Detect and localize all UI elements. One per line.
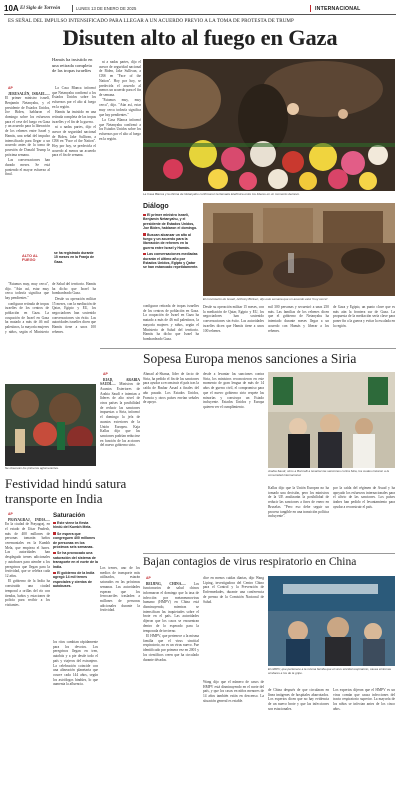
- main-photo-caption: La Casa Blanca y la oficina de Netanyahu confirmaron la llamada telefónica entre los líderes en un momento decisivo.: [143, 192, 300, 196]
- page-header: [4, 4, 396, 14]
- main-deck: Hamás ha insistido en una retirada completa de las tropas israelíes: [52, 57, 93, 74]
- india-sidebar-item-2: Se ha provocado una saturación del sistema de transporte en el norte de la India.: [53, 551, 98, 569]
- india-dateline: PRAYAGRAJ, INDIA.—: [8, 517, 50, 522]
- main-byline: AP: [8, 86, 13, 90]
- secondary-photo: [203, 203, 395, 296]
- main-col1-p1: El primer ministro israelí, Benjamín Netanyahu, y el presidente de Estados Unidos, Joe Biden, hablaron el domingo sobre los esfuerzos para el cese del fuego en Gaza y un acuerdo para la liberación de los rehenes entre Israel y Hamás, una señal del impulso intensificado para llegar a un acuerdo antes de la toma de posesión de Donald Trump la próxima semana.: [5, 96, 50, 157]
- main-col4-text-b: Desde su operación militar 15 meses, con la mediación de Qatar, Egipto y EU, los negociadores han sostenido conversaciones sin éxito. Las autoridades israelíes dicen que Hamás tiene a unos 100 rehenes.: [52, 296, 96, 334]
- main-col2-p3: La Casa Blanca informó que Netanyahu confirmó a los Estados Unidos sobre los esfuerzos por el alto al fuego en la región.: [52, 86, 96, 109]
- section-name: INTERNACIONAL: [315, 5, 361, 12]
- china-photo: [268, 576, 395, 666]
- syria-col1-text: Ministros de Asuntos Exteriores de Arabia Saudí e intentan a líderes de alto nivel de otros países la posibilidad de reducir las sanciones impuestas a Siria, informó el domingo la jefa de asuntos exteriores de la Unión Europea. Kaja Kallas dijo que las sanciones podrían reducirse en función de las acciones del nuevo gobierno sirio.: [100, 382, 140, 448]
- syria-col1: [100, 372, 140, 550]
- india-sidebar-item-1: Se espera que congreguen 400 millones de personas en los próximos seis semanas.: [53, 531, 96, 550]
- main-photo: [143, 59, 395, 191]
- main-col-lower-3: configurar retirada de tropas israelíes de los centros de población en Gaza. La ocupación de Israel en Gaza ha matado a más de 46 mil palestinos, la mayoría mujeres y niños, según el Ministerio de Salud del territorio. Hamás ha dicho que Israel ha bombardeado Gaza.: [143, 304, 199, 341]
- newspaper-name: El Siglo de Torreón: [20, 5, 61, 11]
- main-col2b: [5, 282, 96, 382]
- india-col1: [5, 512, 50, 790]
- dialog-title: Diálogo: [143, 203, 169, 210]
- dialog-sidebar: [143, 203, 199, 272]
- india-col3: los ritos cambian rápidamente para los devotos. Los peregrinos llegan en tren, autobús y a pie desde todo el país y viajeros del extranjero. La celebración coincide con una alineación planetaria que ocurre cada 144 años, según los astrólogos hindúes, lo que aumenta la afluencia.: [53, 640, 98, 687]
- syria-headline: Sopesa Europa menos sanciones a Siria: [143, 351, 357, 366]
- main-col2-p4: Hamás ha insistido en una retirada completa de las tropas israelíes y el fin de la guerra.: [52, 110, 96, 124]
- syria-photo-caption: Arabia Saudí, otros a Bonnalli a levantar las sanciones contra Siria, los cuales instaron a la comunidad internacional.: [268, 469, 389, 477]
- dialog-item-1: Buscan alcanzar un alto al fuego y un acuerdo para la liberación de rehenes en la guerra entre Israel y Hamás.: [143, 232, 191, 250]
- main-col3: [99, 60, 141, 250]
- dialog-item-0: El primer ministro israelí, Benjamín Netanyahu, y el presidente de Estados Unidos, Joe Biden, hablaron el domingo.: [143, 213, 198, 231]
- china-col1-text: Los funcionarios de salud chinos informaron el domingo que la tasa de infección por metaneumovirus humano (HMPV) en China está disminuyendo, mientras se intensifican las inquietudes sobre el brote en el país. Las autoridades dijeron que los casos se encuentran dentro de lo esperado para la temporada de invierno.: [143, 581, 199, 633]
- china-col2-text: El HMPV, que pertenece a la misma familia que el virus sincitial respiratorio, no es un virus nuevo. Fue identificado por primera vez en 2001 y los científicos creen que ha circulado durante décadas.: [143, 634, 199, 662]
- india-photo-caption: Se observan los primeros aglomerantes.: [5, 466, 59, 470]
- section-bar: [310, 5, 311, 12]
- syria-photo: [268, 372, 395, 468]
- pull-quote-box: [22, 250, 96, 276]
- main-photo-svg: [143, 59, 395, 191]
- india-sidebar-item-0: Este viene la fiesta hindú del Kumbh Mela.: [53, 521, 92, 530]
- china-col6: Los expertos dijeron que el HMPV es un virus común que causa infecciones del tracto respiratorio superior. La mayoría de los niños se infectan antes de los cinco años.: [333, 688, 395, 711]
- main-col3-text-b: configurar retirada de tropas israelíes de los centros de población en Gaza. La ocupación de Israel en Gaza ha matado a más de 46 mil palestinos, la mayoría mujeres y niños, según el Ministerio de Salud del territorio. Hamás ha dicho que Israel ha bombardeado Gaza.: [5, 282, 96, 334]
- india-col4: Los trenes, uno de los medios de transporte más utilizados, estarán saturados en las próximas semanas. Las autoridades esperan que los ferrocarriles trasladen a millones de personas adicionales durante la festividad.: [100, 566, 140, 613]
- syria-left-photo-svg: [5, 384, 96, 466]
- india-headline: Festividad hindú satura transporte en India: [5, 476, 127, 506]
- china-byline: AP: [146, 576, 151, 580]
- main-dateline: JERUSALÉN, ISRAEL.—: [8, 91, 50, 96]
- main-col1-p2: Las conversaciones han durado meses. Se está poniendo el mayor esfuerzo al final.: [5, 158, 50, 177]
- china-photo-svg: [268, 576, 395, 666]
- kicker: ES SEÑAL DEL IMPULSO INTENSIFICADO PARA LLEGAR A UN ACUERDO PREVIO A LA TOMA DE PROTESTA DE TRUMP: [8, 18, 294, 24]
- rule-syria-top: [100, 348, 396, 349]
- main-col-lower-5: mil 300 personas y secuestró a unas 250 más. Las familias de los rehenes dicen que el gobierno de Netanyahu ha intentado durante meses llegar a un acuerdo con Hamás y liberar a los rehenes.: [268, 305, 329, 333]
- india-byline: AP: [8, 512, 13, 516]
- china-col4: Wang dijo que el número de casos de HMPV está disminuyendo en el norte del país, y que los casos en niños menores de 14 años también están en descenso. La situación general es estable.: [203, 680, 264, 703]
- syria-left-photo: [5, 384, 96, 466]
- india-col1-text: En la ciudad de Prayagraj, en el estado de Uttar Pradesh, más de 400 millones de personas tomarán baños ceremoniales en la Kumbh Mela, que empieza el lunes. Las autoridades han desplegado trenes adicionales y autobuses para atender a los peregrinos que llegan para la festividad, que se celebra cada 12 años.: [5, 522, 50, 578]
- syria-photo-svg: [268, 372, 395, 468]
- syria-col3: desde a levantar las sanciones contra Siria, los ministros reconocieron en este momento de gran lengua de más de 14 años de guerra civil, el compromiso para que el nuevo gobierno sirio respete las minorías y construya un Estado incluyente. Estados Unidos y Europa quieren ver el cumplimiento.: [203, 372, 264, 409]
- china-dateline: BEIJING, CHINA.—: [146, 581, 186, 586]
- india-sidebar: [53, 512, 98, 591]
- rule-china-top: [143, 553, 395, 554]
- india-col1-p2: El gobierno de la India ha construido una ciudad temporal a orillas del río con tiendas, baños y estaciones de policía para recibir a los visitantes.: [5, 579, 50, 607]
- india-sidebar-item-3: El gobierno de la India agregó 14 mil trenes especiales y cientos de autobuses.: [53, 571, 95, 589]
- page-number: 10A: [4, 4, 19, 13]
- header-rule: [4, 14, 396, 15]
- china-col5: de China después de que circularan en línea imágenes de hospitales abarrotados. Los expertos dicen que no hay evidencia de un nuevo brote y que las infecciones son estacionales.: [268, 688, 329, 711]
- secondary-photo-svg: [203, 203, 395, 296]
- dialog-item-2: Las conversaciones mediadas durarán el último año por Estados Unidos, Egipto y Qatar se han estancado repetidamente.: [143, 252, 199, 270]
- main-col2-p1: ni a nadas partes, dijo el asesor de seguridad nacional de Biden, Jake Sullivan, a CBS en "Face of the Nation". Hoy por hoy, se predecirla el acuerdo al menos un acuerdo para el fin de semana.: [52, 125, 96, 158]
- india-sidebar-title: Saturación: [53, 512, 85, 519]
- secondary-photo-caption: El movimiento de Israelí, Anthony Blinken, dijo este semana que un acuerdo está "muy cerca".: [203, 297, 329, 301]
- syria-col2: Ahmad al-Sharaa, líder de facto de Siria, ha pedido el fin de las sanciones para ayudar a reconstruir el país tras la caída de Bashar Assad a finales del año pasado. Los Estados Unidos, Francia y otros países envían señales de apoyo.: [143, 372, 199, 405]
- main-col-lower-4: Desde su operación militar 15 meses, con la mediación de Qatar, Egipto y EU, los negociadores han sostenido conversaciones sin éxito. Las autoridades israelíes dicen que Hamás tiene a unos 100 rehenes.: [203, 305, 264, 333]
- main-headline: Disuten alto al fuego en Gaza: [62, 25, 338, 50]
- header-separator: [72, 5, 73, 12]
- main-col2-p1b: ni a nadas partes, dijo el asesor de seguridad nacional de Biden, Jake Sullivan, a CBS en "Face of the Nation". Hoy por hoy, se predecirla el acuerdo al menos un acuerdo para el fin de semana.: [99, 60, 141, 97]
- main-col2-p2b: "Estamos muy, muy cerca", dijo. "Aún así, estar muy cerca todavía significa que hay pendientes.": [99, 98, 141, 117]
- china-headline: Bajan contagios de virus respiratorio en China: [143, 556, 357, 568]
- pull-quote-title: ALTO AL FUEGO: [22, 254, 38, 262]
- main-col1: [5, 86, 50, 178]
- china-photo-caption: El HMPV, que pertenece a la misma familia que el virus sincitial respiratorio, causa síntomas similares a los de la gripe.: [268, 667, 391, 675]
- main-col2: [52, 86, 96, 246]
- main-col2-p2: "Estamos muy, muy cerca", dijo. "Aún así, estar muy cerca todavía significa que hay pendientes.": [5, 282, 49, 301]
- syria-col6: por la caída del régimen de Assad y ha apoyado los esfuerzos internacionales para el alivio de las sanciones. Los países árabes han pedido el levantamiento para ayudar a reconstruir el país.: [333, 486, 395, 509]
- page-date: LUNES 13 DE ENERO DE 2025: [76, 6, 137, 11]
- main-col2-p3b: La Casa Blanca informó que Netanyahu confirmó a los Estados Unidos sobre los esfuerzos por el alto al fuego en la región.: [99, 118, 141, 141]
- main-col-lower-6: de Gaza y Egipto, un punto clave que es más aún la frontera sur de Gaza. La propuesta de la mediación sería clave para poner fin a la guerra y evitar la escalada en la región.: [333, 305, 395, 328]
- china-col1: [143, 576, 199, 790]
- china-col3: dice en menos cuidas diarias, dijo Wang Liping, investigadora del Centro Chino para el Control y la Prevención de Enfermedades, durante una conferencia de prensa de la Comisión Nacional de Salud.: [203, 576, 264, 604]
- syria-dateline: RIAD, ARABIA SAUDÍ.—: [100, 377, 140, 387]
- syria-col5: Kallas dijo que la Unión Europea no ha tomado una decisión, pero los ministros de la UE analizarán la posibilidad de reducir las sanciones a fines de enero en Bruselas. "Pero eso debe seguir un proceso tangible en una transición política incluyente".: [268, 486, 329, 519]
- syria-byline: AP: [103, 372, 108, 376]
- pull-quote-text: se ha registrado durante 15 meses en la Franja de Gaza.: [54, 251, 94, 264]
